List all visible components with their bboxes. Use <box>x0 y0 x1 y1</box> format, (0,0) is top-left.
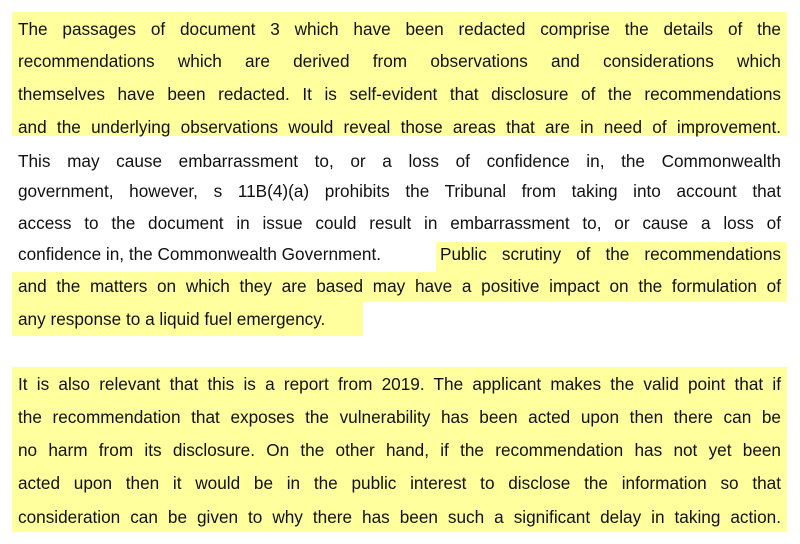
text-line: consideration can be given to why there has been such a significant delay in taking action. <box>18 507 781 527</box>
text-line: and the underlying observations would reveal those areas that are in need of improvement. <box>18 117 781 137</box>
text-line: This may cause embarrassment to, or a loss of confidence in, the Commonwealth <box>18 151 781 171</box>
text-line: acted upon then it would be in the public interest to disclose the information so that <box>18 473 781 493</box>
text-line: access to the document in issue could result in embarrassment to, or cause a loss of <box>18 213 781 233</box>
text-line: confidence in, the Commonwealth Government. <box>18 244 382 264</box>
text-line: It is also relevant that this is a report from 2019. The applicant makes the valid point that if <box>18 374 781 394</box>
text-line: and the matters on which they are based may have a positive impact on the formulation of <box>18 276 781 296</box>
text-line: any response to a liquid fuel emergency. <box>18 309 326 329</box>
text-line: no harm from its disclosure. On the other hand, if the recommendation has not yet been <box>18 440 781 460</box>
text-line: government, however, s 11B(4)(a) prohibits the Tribunal from taking into account that <box>18 181 781 201</box>
text-line: themselves have been redacted. It is self-evident that disclosure of the recommendations <box>18 84 781 104</box>
text-line: recommendations which are derived from observations and considerations which <box>18 51 781 71</box>
text-line: the recommendation that exposes the vulnerability has been acted upon then there can be <box>18 407 781 427</box>
text-line: The passages of document 3 which have been redacted comprise the details of the <box>18 19 781 39</box>
text-line-highlighted: Public scrutiny of the recommendations <box>440 244 781 264</box>
